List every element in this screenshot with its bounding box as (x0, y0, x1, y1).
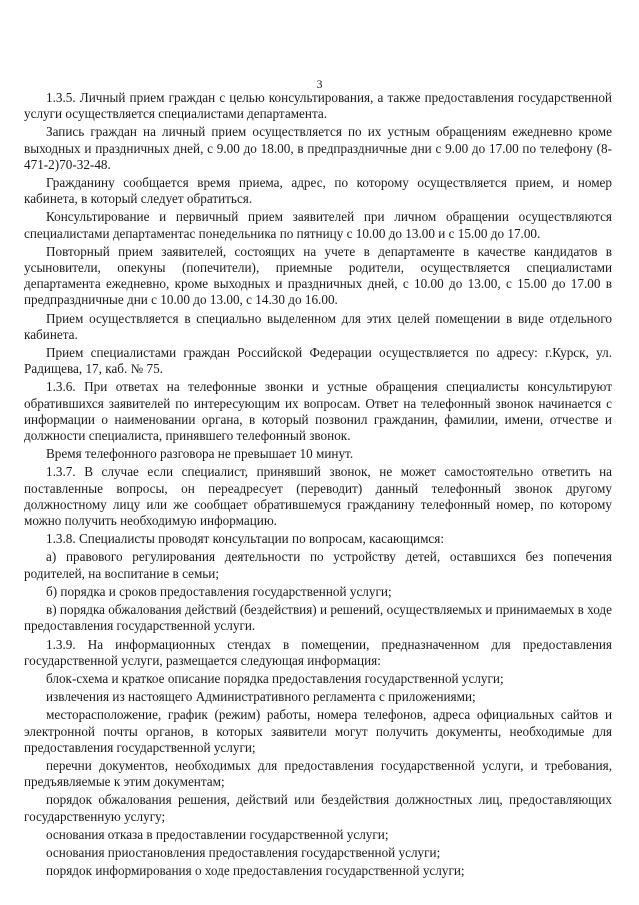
list-item-b: б) порядка и сроков предоставления государственной услуги; (46, 583, 392, 599)
paragraph-1-3-6: 1.3.6. При ответах на телефонные звонки и устные обращения специалисты консультируют обратившихся заявителей по интересующим их вопросам. Ответ на телефонный звонок начинается с информации о наименовании органа, в который позвонил гражданин, фамилии, имени, отчестве и должности специалиста, принявшего телефонный звонок. (24, 379, 612, 444)
paragraph-repeat-reception: Повторный прием заявителей, состоящих на учете в департаменте в качестве кандидатов в усыновители, опекуны (попечители), приемные родители, осуществляется специалистами департамента ежедневно, кроме выходных и праздничных дней, с 10.00 до 13.00, с 15.00 до 17.00 в предпраздничные дни с 10.00 до 13.00, с 14.30 до 16.00. (24, 243, 612, 308)
list-item-extracts: извлечения из настоящего Административного регламента с приложениями; (46, 689, 476, 705)
list-item-refusal: основания отказа в предоставлении государственной услуги; (46, 826, 389, 842)
list-item-location: месторасположение, график (режим) работы, номера телефонов, адреса официальных сайтов и электронной почты органов, в которых заявители могут получить документы, необходимые для предоставления государственной услуги; (24, 707, 612, 755)
list-item-suspension: основания приостановления предоставления государственной услуги; (46, 844, 441, 860)
paragraph-1-3-8: 1.3.8. Специалисты проводят консультации по вопросам, касающимся: (46, 531, 444, 547)
paragraph-1-3-5: 1.3.5. Личный прием граждан с целью консультирования, а также предоставления государственной услуги осуществляется специалистами департамента. (24, 90, 612, 122)
paragraph-1-3-9: 1.3.9. На информационных стендах в помещении, предназначенном для предоставления государственной услуги, размещается следующая информация: (24, 636, 612, 668)
paragraph-reception-time: Гражданину сообщается время приема, адрес, по которому осуществляется прием, и номер кабинета, в который следует обратиться. (24, 175, 612, 207)
document-body (24, 90, 612, 879)
list-item-flowchart: блок-схема и краткое описание порядка предоставления государственной услуги; (46, 670, 504, 686)
list-item-informing: порядок информирования о ходе предоставления государственной услуги; (46, 863, 465, 879)
paragraph-call-duration: Время телефонного разговора не превышает 10 минут. (46, 446, 354, 462)
paragraph-room: Прием осуществляется в специально выделенном для этих целей помещении в виде отдельного кабинета. (24, 310, 612, 342)
page-number: 3 (316, 77, 323, 91)
list-item-a: а) правового регулирования деятельности по устройству детей, оставшихся без попечения родителей, на воспитание в семьи; (24, 549, 612, 581)
paragraph-address: Прием специалистами граждан Российской Федерации осуществляется по адресу: г.Курск, ул. Радищева, 17, каб. № 75. (24, 345, 612, 377)
list-item-documents: перечни документов, необходимых для предоставления государственной услуги, и требования, предъявляемые к этим документам; (24, 757, 612, 790)
paragraph-appointment: Запись граждан на личный прием осуществляется по их устным обращениям ежедневно кроме выходных и праздничных дней, с 9.00 до 18.00, в предпраздничные дни с 9.00 до 17.00 по телефону (8-471-2)70-32-48. (24, 124, 612, 172)
list-item-appeal: порядок обжалования решения, действий или бездействия должностных лиц, предоставляющих государственную услугу; (24, 792, 612, 824)
paragraph-consulting: Консультирование и первичный прием заявителей при личном обращении осуществляются специалистами департаментас понедельника по пятницу с 10.00 до 13.00 и с 15.00 до 17.00. (24, 209, 612, 241)
paragraph-1-3-7: 1.3.7. В случае если специалист, принявший звонок, не может самостоятельно ответить на поставленные вопросы, он переадресует (переводит) данный телефонный звонок другому должностному лицу или же сообщает обратившемуся гражданину телефонный номер, по которому можно получить необходимую информацию. (24, 464, 612, 529)
list-item-v: в) порядка обжалования действий (бездействия) и решений, осуществляемых и принимаемых в ходе предоставления государственной услуги. (24, 602, 612, 634)
